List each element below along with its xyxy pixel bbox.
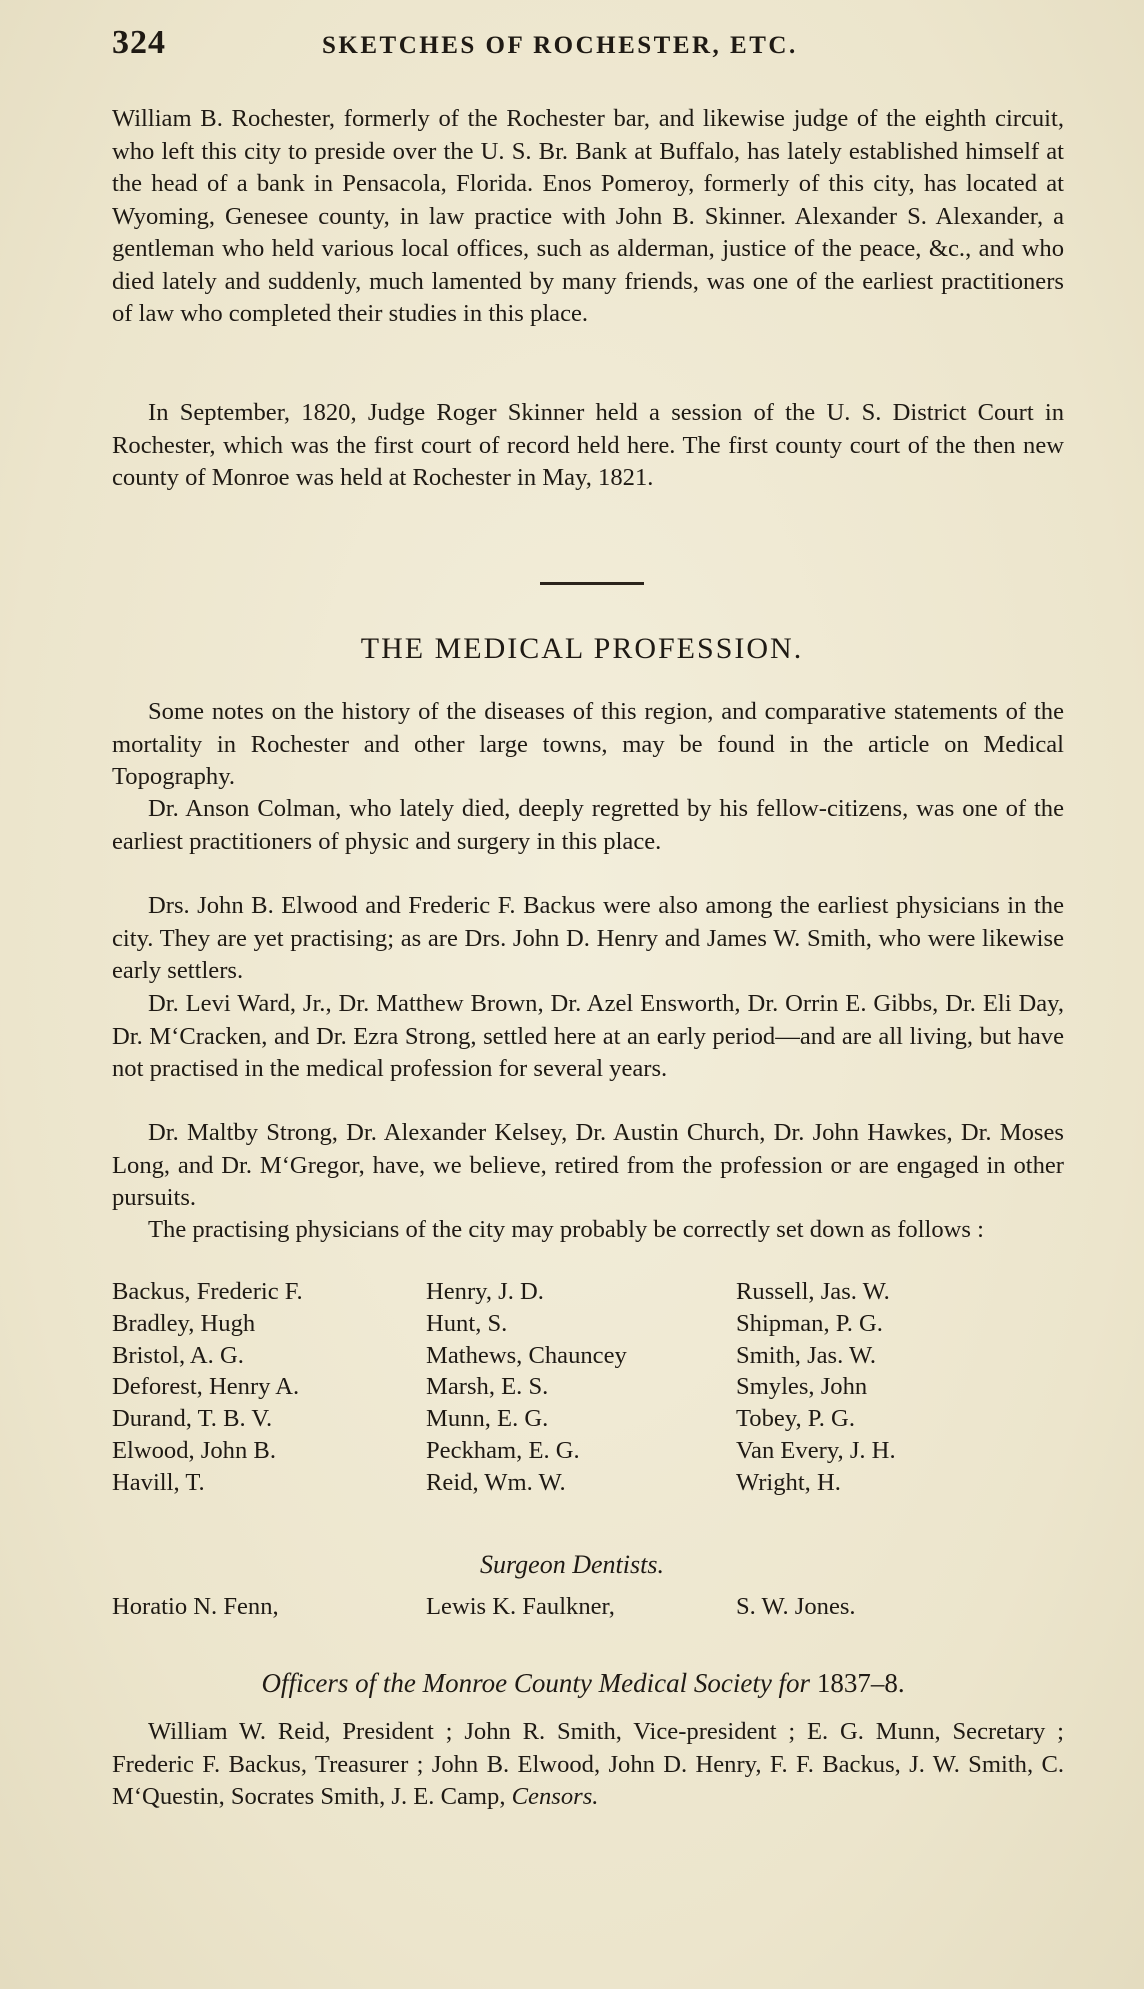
law-paragraph-2: In September, 1820, Judge Roger Skinner held a session of the U. S. District Court in Rochester, which was the first court of record held here. The first county court of the then new county of Monroe was held at Rochester in May, 1821. [112,399,1064,491]
medical-paragraph-1: Some notes on the history of the diseases of this region, and comparative statements of the mortality in Rochester and other large towns, may be found in the article on Medical Topography. [112,698,1064,790]
physician-name: Munn, E. G. [426,1405,549,1433]
officers-heading-year: 1837–8. [816,1668,905,1698]
officers-heading-text: Officers of the Monroe County Medical Society for [261,1668,811,1698]
dentist-name: Lewis K. Faulkner, [426,1593,615,1620]
physician-name: Shipman, P. G. [736,1309,883,1337]
medical-paragraph-5: Dr. Maltby Strong, Dr. Alexander Kelsey, Dr. Austin Church, Dr. John Hawkes, Dr. Moses Long, and Dr. M‘Gregor, have, we believe, retired from the profession or are engaged in other pursuits. [112,1119,1064,1211]
physician-name: Reid, Wm. W. [426,1468,566,1496]
physician-name: Mathews, Chauncey [426,1341,627,1369]
officers-paragraph [112,1716,1064,1814]
physician-name: Wright, H. [736,1468,841,1496]
physicians-column-2 [426,1276,627,1499]
physician-name: Peckham, E. G. [426,1436,580,1464]
medical-paragraph-2: Dr. Anson Colman, who lately died, deeply regretted by his fellow-citizens, was one of the earliest practitioners of physic and surgery in this place. [112,795,1064,855]
physician-name: Durand, T. B. V. [112,1405,273,1433]
page-number: 324 [112,24,166,61]
physician-name: Deforest, Henry A. [112,1373,300,1401]
physician-name: Smyles, John [736,1373,868,1401]
section-title: THE MEDICAL PROFESSION. [360,632,804,665]
section-divider [540,582,644,585]
physician-name: Hunt, S. [426,1309,508,1337]
physician-name: Elwood, John B. [112,1436,276,1464]
physician-name: Backus, Frederic F. [112,1278,303,1305]
censors-label: Censors. [511,1783,599,1810]
law-paragraph-1: William B. Rochester, formerly of the Rochester bar, and likewise judge of the eighth circuit, who left this city to preside over the U. S. Br. Bank at Buffalo, has lately established himself at the head of a bank in Pensacola, Florida. Enos Pomeroy, formerly of this city, has located at Wyoming, Genesee county, in law practice with John B. Skinner. Alexander S. Alexander, a gentleman who held various local offices, such as alderman, justice of the peace, &c., and who died lately and suddenly, much lamented by many friends, was one of the earliest practitioners of law who completed their studies in this place. [112,105,1064,327]
running-title: SKETCHES OF ROCHESTER, ETC. [322,32,798,59]
page-header [112,22,1062,78]
dentist-name: Horatio N. Fenn, [112,1593,279,1620]
medical-paragraph-6: The practising physicians of the city may probably be correctly set down as follows : [148,1216,984,1243]
physicians-column-3 [736,1276,896,1499]
physician-name: Havill, T. [112,1468,205,1496]
physician-name: Russell, Jas. W. [736,1278,890,1305]
physician-name: Tobey, P. G. [736,1405,855,1433]
physician-name: Marsh, E. S. [426,1373,549,1401]
medical-paragraph-4: Dr. Levi Ward, Jr., Dr. Matthew Brown, Dr. Azel Ensworth, Dr. Orrin E. Gibbs, Dr. Eli Day, Dr. M‘Cracken, and Dr. Ezra Strong, settled here at an early period—and are all living, but have not practised in the medical profession for several years. [112,990,1064,1082]
physician-name: Smith, Jas. W. [736,1341,877,1369]
officers-text: William W. Reid, President ; John R. Smith, Vice-president ; E. G. Munn, Secretary ; Frederic F. Backus, Treasurer ; John B. Elwood, John D. Henry, F. F. Backus, J. W. Smith, C. M‘Questin, Socrates Smith, J. E. Camp, [112,1718,1064,1810]
physician-name: Bristol, A. G. [112,1341,244,1369]
physician-name: Henry, J. D. [426,1278,544,1305]
physicians-column-1 [112,1276,303,1499]
medical-paragraph-3: Drs. John B. Elwood and Frederic F. Backus were also among the earliest physicians in the city. They are yet practising; as are Drs. John D. Henry and James W. Smith, who were likewise early settlers. [112,892,1064,984]
dentist-name: S. W. Jones. [736,1593,856,1620]
physician-name: Van Every, J. H. [736,1436,896,1464]
officers-heading [0,1668,1144,1699]
physician-name: Bradley, Hugh [112,1309,256,1337]
dentists-heading: Surgeon Dentists. [480,1550,664,1579]
